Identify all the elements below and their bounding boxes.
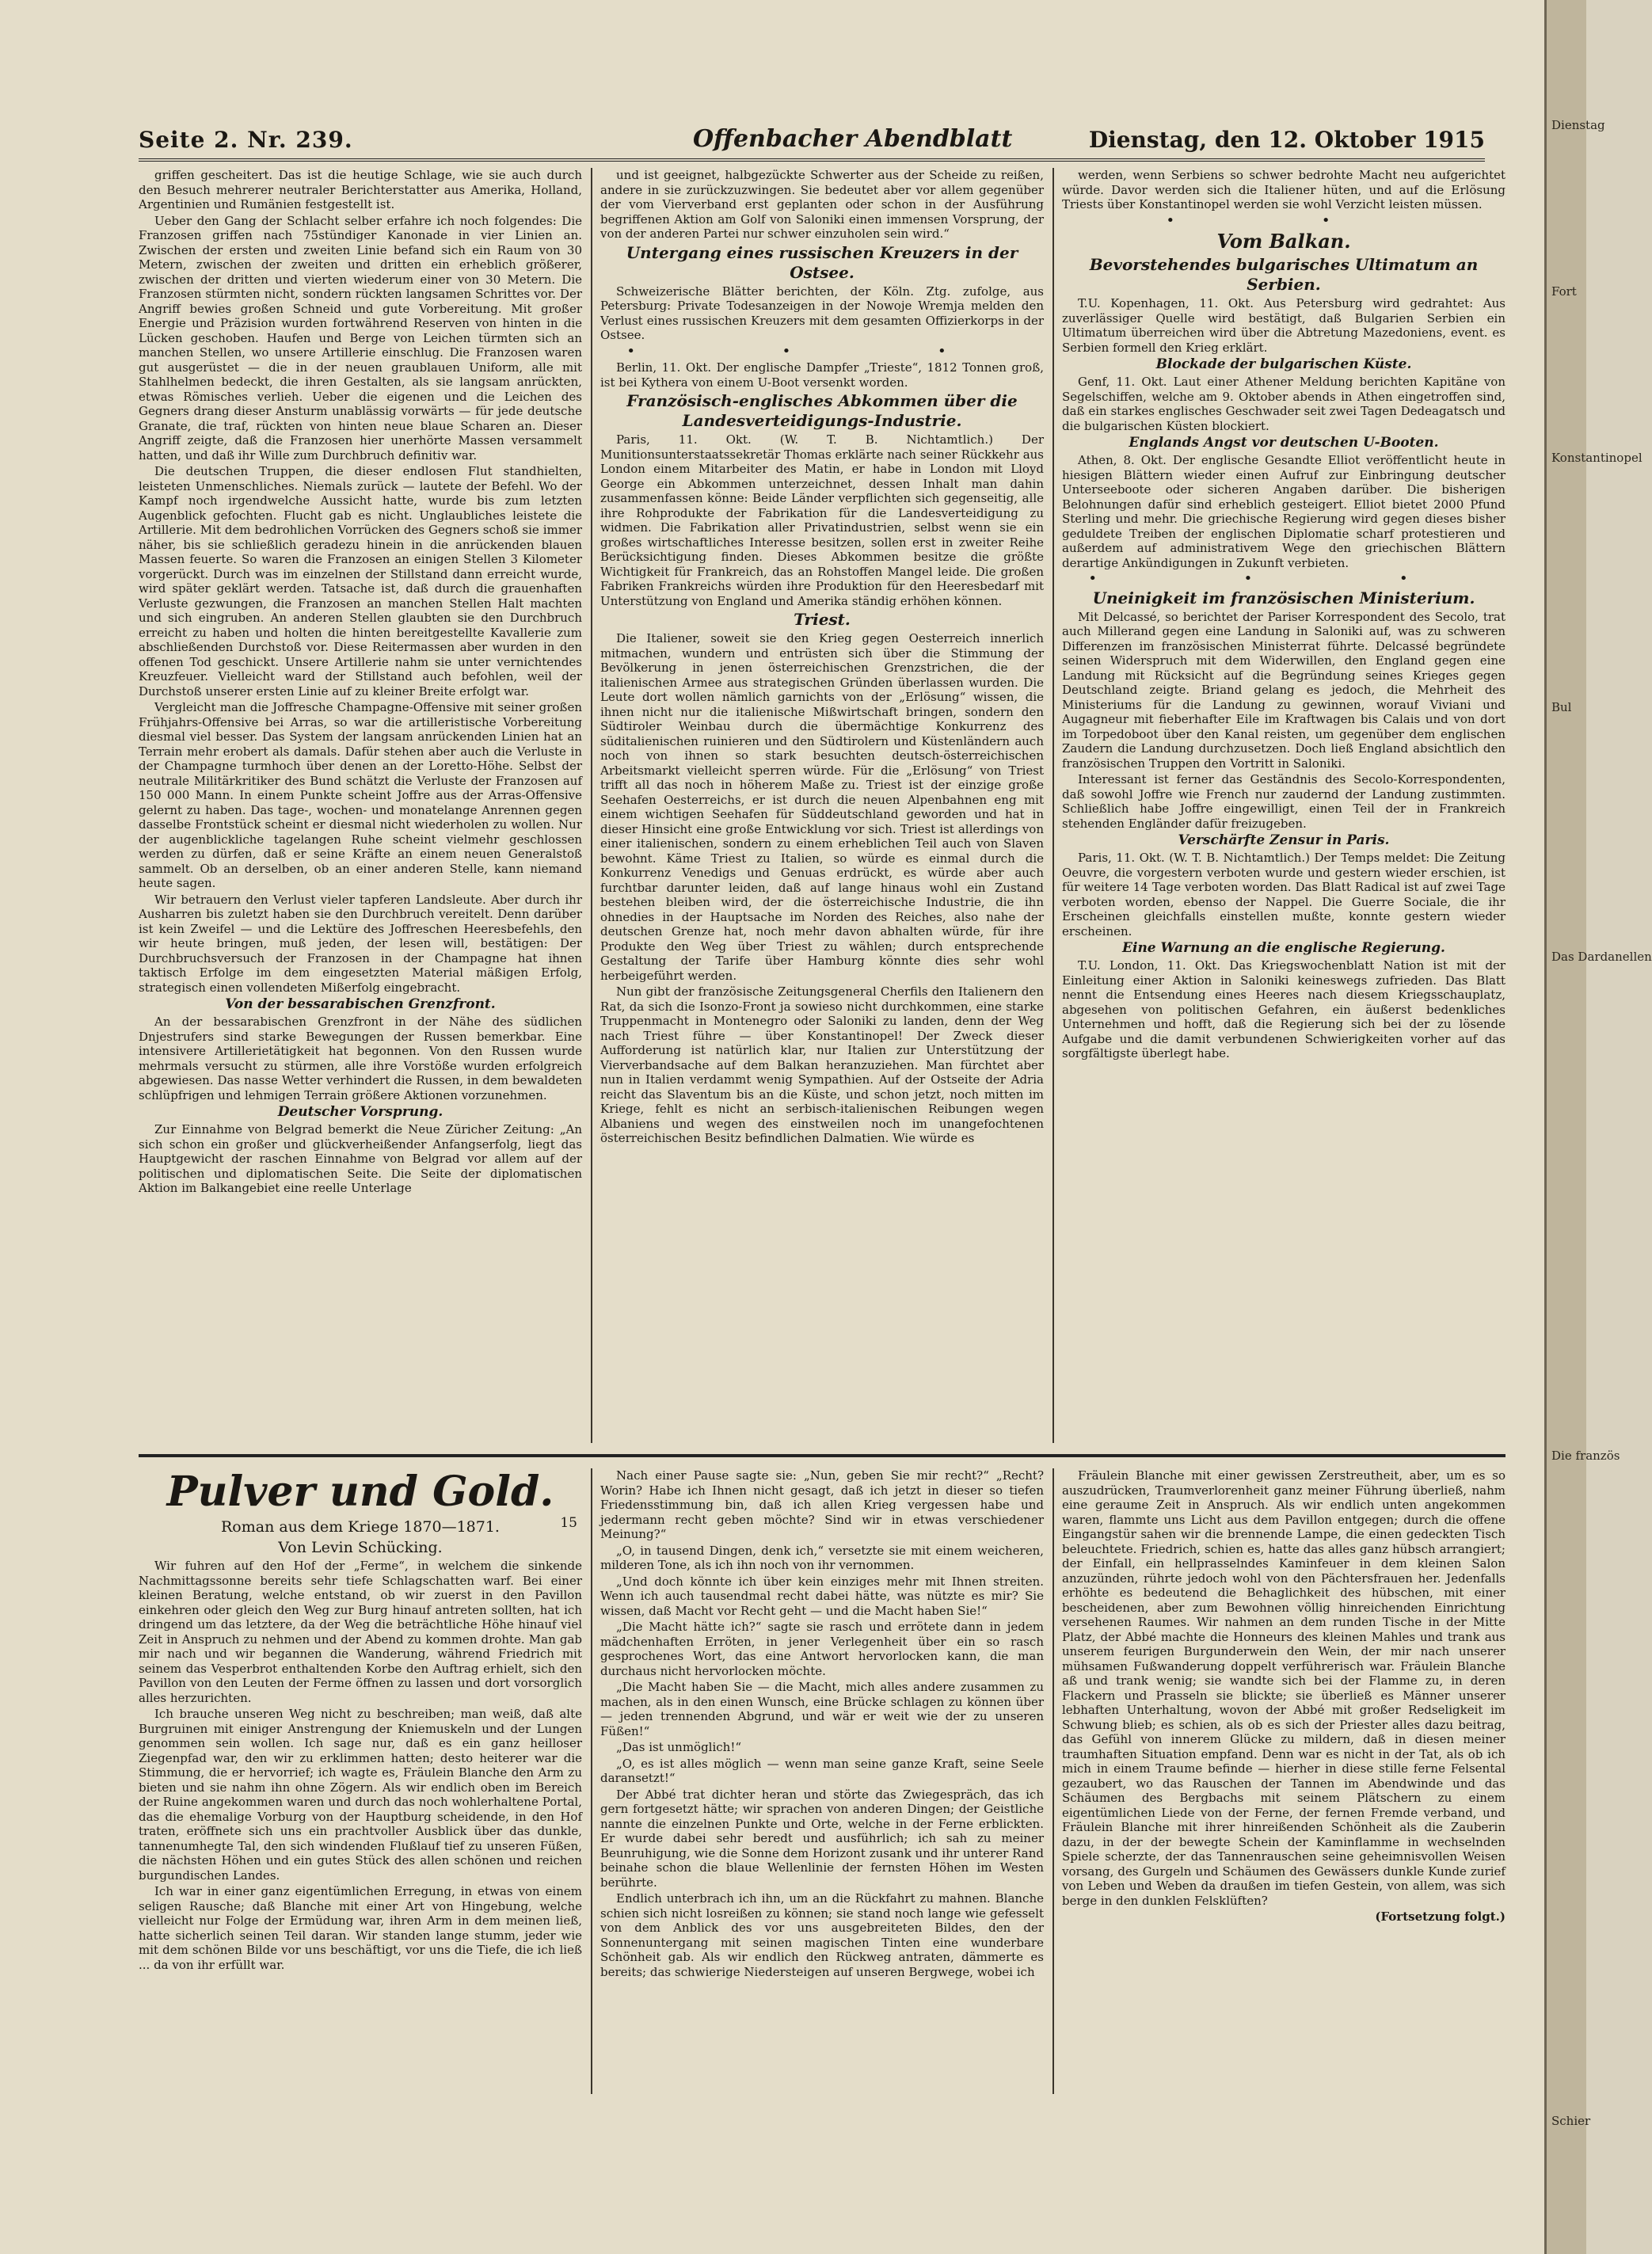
article-headline: Französisch-englisches Abkommen über die Landesverteidigungs-Industrie.	[626, 391, 1018, 430]
article-headline: Von der bessarabischen Grenzfront.	[225, 996, 496, 1012]
separator-dots: • •	[1166, 211, 1402, 229]
article-paragraph: Vergleicht man die Joffresche Champagne-Offensive mit seiner großen Frühjahrs-Offensive bei Arras, so war die artilleristische Vorbereitung diesmal viel besser. Das System der langsam anrückenden Linien hat an Terrain mehr erobert als damals. Dafür stehen aber auch die Verluste in der Champagne turmhoch über denen an der Loretto-Höhe. Selbst der neutrale Militärkritiker des Bund schätzt die Verluste der Franzosen auf 150 000 Mann. In einem Punkte scheint Joffre aus der Arras-Offensive gelernt zu haben. Das tage-, wochen- und monatelange Anrennen gegen dasselbe Frontstück scheint er diesmal nicht wiederholen zu wollen. Nur der augenblickliche tagelangen Ruhe scheint vielmehr geschlossen werden zu dürfen, daß er seine Kräfte an einem neuen Generalstoß sammelt. Ob an derselben, ob an einer anderen Stelle, kann niemand heute sagen.	[139, 700, 582, 890]
novel-paragraph: Der Abbé trat dichter heran und störte das Zwiegespräch, das ich gern fortgesetzt hätte; wir sprachen von anderen Dingen; der Geistliche nannte die einzelnen Punkte und Orte, welche in der Ferne erblickten. Er wurde dabei sehr beredt und ausführlich; ich sah zu meiner Beunruhigung, wie die Sonne dem Horizont zusank und ihr unterer Rand beinahe schon die blaue Wellenlinie der fernsten Höhen im Westen berührte.	[600, 1787, 1044, 1890]
feuilleton-column-1	[139, 1468, 582, 2094]
article-paragraph: T.U. Kopenhagen, 11. Okt. Aus Petersburg wird gedrahtet: Aus zuverlässiger Quelle wird bestätigt, daß Bulgarien Serbien ein Ultimatum überreichen wird über die Abtretung Mazedoniens, event. es Serbien formell den Krieg erklärt.	[1062, 296, 1505, 355]
edge-text-fragment: Bul	[1551, 700, 1572, 714]
novel-paragraph: „O, in tausend Dingen, denk ich,“ versetzte sie mit einem weicheren, milderen Tone, als ich ihn noch von ihr vernommen.	[600, 1543, 1044, 1572]
masthead	[139, 120, 1485, 162]
article-paragraph: Nun gibt der französische Zeitungsgeneral Cherfils den Italienern den Rat, da sich die Isonzo-Front ja sowieso nicht durchkommen, eine starke Truppenmacht in Montenegro oder Saloniki zu landen, denn der Weg nach Triest führe — über Konstantinopel! Der Zweck dieser Aufforderung ist natürlich klar, nur Italien zur Unterstützung der Vierverbandsache auf dem Balkan heranzuziehen. Man fürchtet aber nun in Italien verdammt wenig Sympathien. Auf der Ostseite der Adria reicht das Slaventum bis an die Küste, und schon jetzt, noch mitten im Kriege, fehlt es nicht an serbisch-italienischen Reibungen wegen Albaniens und wegen des einstweilen noch im unangefochtenen österreichischen Besitz befindlichen Dalmatien. Wie würde es	[600, 984, 1044, 1145]
continuation-note: (Fortsetzung folgt.)	[1375, 1909, 1505, 1924]
article-paragraph: Paris, 11. Okt. (W. T. B. Nichtamtlich.) Der Munitionsunterstaatssekretär Thomas erklärte nach seiner Rückkehr aus London einem Mitarbeiter des Matin, er habe in London mit Lloyd George ein Abkommen unterzeichnet, dessen Inhalt man dahin zusammenfassen könne: Beide Länder verpflichten sich gegenseitig, alle ihre Rohprodukte der Fabrikation für die Landesverteidigung zu widmen. Die Fabrikation aller Privatindustrien, selbst wenn sie ein großes wirtschaftliches Interesse besitzen, sollen erst in zweiter Reihe Berücksichtigung finden. Dieses Abkommen besitze die größte Wichtigkeit für Frankreich, das an Rohstoffen Mangel leide. Die großen Fabriken Frankreichs würden ihre Produktion für den Heeresbedarf mit Unterstützung von England und Amerika ständig erhöhen können.	[600, 432, 1044, 608]
separator-dots: • • •	[626, 342, 1018, 360]
novel-paragraph: „Die Macht hätte ich?“ sagte sie rasch und errötete dann in jedem mädchenhaften Erröten, in jener Verlegenheit über ein so rasch gesprochenes Wort, das eine Antwort hervorlocken kann, die man durchaus nicht hervorlocken möchte.	[600, 1620, 1044, 1678]
article-headline: Triest.	[794, 610, 851, 629]
novel-paragraph: Ich war in einer ganz eigentümlichen Erregung, in etwas von einem seligen Rausche; daß Blanche mit einer Art von Hingebung, welche vielleicht nur Folge der Ermüdung war, ihren Arm in dem meinen ließ, hatte sicherlich seinen Teil daran. Wir standen lange stumm, jeder wie mit dem schönen Bilde vor uns beschäftigt, vor uns die Tiefe, die ich ließ ... da von ihr erfüllt war.	[139, 1884, 582, 1972]
novel-paragraph: Endlich unterbrach ich ihn, um an die Rückfahrt zu mahnen. Blanche schien sich nicht losreißen zu können; sie stand noch lange wie gefesselt von dem Anblick des vor uns ausgebreiteten Bildes, den der Sonnenuntergang mit seinen magischen Tinten eine wunderbare Schönheit gab. Als wir endlich den Rückweg antraten, dämmerte es bereits; das schwierige Niedersteigen auf unseren Bergwege, wobei ich	[600, 1891, 1044, 1979]
article-paragraph: Berlin, 11. Okt. Der englische Dampfer „Trieste“, 1812 Tonnen groß, ist bei Kythera von einem U-Boot versenkt worden.	[600, 360, 1044, 390]
newspaper-title: Offenbacher Abendblatt	[693, 125, 1013, 153]
article-paragraph: griffen gescheitert. Das ist die heutige Schlage, wie sie auch durch den Besuch mehrerer neutraler Berichterstatter aus Amerika, Holland, Argentinien und Rumänien festgestellt ist.	[139, 168, 582, 211]
novel-paragraph: „Und doch könnte ich über kein einziges mehr mit Ihnen streiten. Wenn ich auch tausendmal recht dabei hätte, was nützte es mir? Sie wissen, daß Macht vor Recht geht — und die Macht haben Sie!“	[600, 1574, 1044, 1618]
article-paragraph: Wir betrauern den Verlust vieler tapferen Landsleute. Aber durch ihr Ausharren bis zuletzt haben sie den Durchbruch vereitelt. Denn darüber ist kein Zweifel — und die Lektüre des Joffreschen Heeresbefehls, den wir heute bringen, muß jeden, der lesen will, bestätigen: Der Durchbruchsversuch der Franzosen in der Champagne hat ihnen taktisch Erfolge im dem eingesetzten Material mäßigen Erfolg, strategisch einen vollendeten Mißerfolg eingebracht.	[139, 892, 582, 995]
column-divider	[1052, 1468, 1054, 2094]
article-headline: Untergang eines russischen Kreuzers in der Ostsee.	[626, 242, 1018, 282]
article-headline: Verschärfte Zensur in Paris.	[1178, 832, 1390, 848]
novel-paragraph: Nach einer Pause sagte sie: „Nun, geben Sie mir recht?“ „Recht? Worin? Habe ich Ihnen nicht gesagt, daß ich jetzt in dieser so tiefen Friedensstimmung bin, daß ich allen Krieg vergessen habe und jedermann recht geben möchte? Sind wir in etwas verschiedener Meinung?“	[600, 1468, 1044, 1541]
article-paragraph: Die deutschen Truppen, die dieser endlosen Flut standhielten, leisteten Unmenschliches. Niemals zurück — lautete der Befehl. Wo der Kampf noch irgendwelche Aussicht hatte, wurde bis zum letzten Augenblick gefochten. Flucht gab es nicht. Unglaubliches leistete die Artillerie. Mit dem bedrohlichen Vorrücken des Gegners schoß sie immer näher, bis sie schließlich geradezu hinein in die anrückenden blauen Massen feuerte. So waren die Franzosen an einigen Stellen 3 Kilometer vorgerückt. Durch was im einzelnen der Stillstand dann erreicht wurde, wird später geklärt werden. Tatsache ist, daß durch die grauenhaften Verluste gezwungen, die Franzosen an manchen Stellen Halt machten und sich eingruben. An anderen Stellen glaubten sie den Durchbruch erreicht zu haben und holten die hinten bereitgestellte Kavallerie zum abschließenden Durchstoß vor. Diese Reitermassen aber wurden in den offenen Tod geschickt. Unsere Artillerie nahm sie unter vernichtendes Kreuzfeuer. Vielleicht ward der Stillstand auch befohlen, weil der Durchstoß unserer ersten Linie auf zu kleiner Breite erfolgt war.	[139, 464, 582, 699]
article-paragraph: Athen, 8. Okt. Der englische Gesandte Elliot veröffentlicht heute in hiesigen Blättern wieder einen Aufruf zur Einbringung deutscher Unterseeboote oder sicheren Angaben darüber. Die bisherigen Belohnungen dafür sind erheblich gesteigert. Elliot bietet 2000 Pfund Sterling und mehr. Die griechische Regierung wird gegen dieses bisher geduldete Treiben der englischen Diplomatie scharf protestieren und außerdem auf administrativem Wege den griechischen Blättern derartige Ankündigungen in Zukunft verbieten.	[1062, 453, 1505, 570]
page-number: Seite 2. Nr. 239.	[139, 127, 353, 153]
news-column-2	[600, 168, 1044, 1441]
column-divider	[1052, 168, 1054, 1443]
novel-paragraph: Fräulein Blanche mit einer gewissen Zerstreutheit, aber, um es so auszudrücken, Traumverlorenheit ganz meiner Führung überließ, nahm eine geraume Zeit in Anspruch. Als wir endlich unten angekommen waren, flammte uns Licht aus dem Pavillon entgegen; durch die offene Eingangstür sahen wir die brennende Lampe, die einen gedeckten Tisch beleuchtete. Friedrich, schien es, hatte das alles ganz hübsch arrangiert; der Einfall, ein hellprasselndes Kaminfeuer in dem kleinen Salon anzuzünden, rührte jedoch wohl von den Pächtersfrauen her. Jedenfalls erhöhte es bedeutend die Behaglichkeit des hübschen, mit einer bescheidenen, aber zum Bewohnen völlig hinreichenden Einrichtung versehenen Raumes. Wir nahmen an dem runden Tische in der Mitte Platz, der Abbé machte die Honneurs des kleinen Mahles und trank aus unserem feurigen Burgunderwein den Wein, der mir nach unserer mühsamen Fußwanderung doppelt verführerisch war. Fräulein Blanche aß und trank wenig; sie wandte sich bei der Flamme zu, in deren Flackern und Prasseln sie blickte; sie überließ es Männer unserer lebhaften Unterhaltung, wovon der Abbé mit großer Redseligkeit im Schwung blieb; es schien, als ob es sich der Priester alles dazu beitrag, das Gefühl von innerem Glücke zu mildern, daß in diesen meiner traumhaften Situation empfand. Denn war es nicht in der Tat, als ob ich mich in einem Traume befinde — hierher in diese stille ferne Felsental gezaubert, wo das Rauschen der Tannen im Abendwinde und das Schäumen des Bergbachs mit seinem Plätschern zu einem eigentümlichen Liede von der Ferne, der fernen Fremde verband, und Fräulein Blanche mit ihrer hinreißenden Schönheit als die Zauberin dazu, in der der bewegte Schein der Kaminflamme in wechselnden Spiele scherzte, der das Tannenrauschen seine geheimnisvollen Weisen vorsang, des Gurgeln und Schäumen des Gewässers dunkle Kunde zurief von Leben und Weben da draußen im tiefen Gestein, von allem, was sich berge in den dunklen Felsklüften?	[1062, 1468, 1505, 1908]
article-paragraph: T.U. London, 11. Okt. Das Kriegswochenblatt Nation ist mit der Einleitung einer Aktion in Saloniki keineswegs zufrieden. Das Blatt nennt die Entsendung eines Heeres nach diesem Kriegsschauplatz, abgesehen von politischen Gefahren, ein äußerst bedenkliches Unternehmen und hofft, daß die Regierung sich bei der zu lösende Aufgabe und die damit verbundenen Schwierigkeiten vorher auf das sorgfältigste überlegt habe.	[1062, 958, 1505, 1060]
article-paragraph: Genf, 11. Okt. Laut einer Athener Meldung berichten Kapitäne von Segelschiffen, welche am 9. Oktober abends in Athen eingetroffen sind, daß ein starkes englisches Geschwader seit zwei Tagen Dedeagatsch und die bulgarischen Küsten blockiert.	[1062, 375, 1505, 433]
article-headline: Bevorstehendes bulgarisches Ultimatum an Serbien.	[1089, 255, 1479, 294]
edge-text-fragment: Die französ	[1551, 1449, 1620, 1463]
section-headline: Vom Balkan.	[1216, 230, 1351, 253]
edge-text-fragment: Fort	[1551, 284, 1577, 299]
article-paragraph: Interessant ist ferner das Geständnis des Secolo-Korrespondenten, daß sowohl Joffre wie French nur zaudernd der Landung zustimmten. Schließlich habe Joffre eingewilligt, einen Teil der in Frankreich stehenden Engländer dafür freizugeben.	[1062, 772, 1505, 831]
column-divider	[591, 168, 592, 1443]
article-headline: Englands Angst vor deutschen U-Booten.	[1129, 435, 1439, 451]
article-paragraph: Zur Einnahme von Belgrad bemerkt die Neue Züricher Zeitung: „An sich schon ein großer und glückverheißender Anfangserfolg, liegt das Hauptgewicht der raschen Einnahme von Belgrad vor allem auf der politischen und diplomatischen Seite. Die Seite der diplomatischen Aktion im Balkangebiet eine reelle Unterlage	[139, 1122, 582, 1195]
novel-paragraph: „Das ist unmöglich!“	[616, 1740, 742, 1754]
feuilleton-subtitle: Roman aus dem Kriege 1870—1871.	[221, 1518, 500, 1536]
edge-text-fragment: Dienstag	[1551, 118, 1605, 132]
article-headline: Blockade der bulgarischen Küste.	[1155, 356, 1412, 372]
novel-paragraph: „Die Macht haben Sie — die Macht, mich alles andere zusammen zu machen, als in den einen Wunsch, eine Brücke schlagen zu können über — jeden trennenden Abgrund, und wär er weit wie der zu unseren Füßen!“	[600, 1680, 1044, 1738]
article-paragraph: Schweizerische Blätter berichten, der Köln. Ztg. zufolge, aus Petersburg: Private Todesanzeigen in der Nowoje Wremja melden den Verlust eines russischen Kreuzers mit dem gesamten Offizierkorps in der Ostsee.	[600, 284, 1044, 342]
article-paragraph: Die Italiener, soweit sie den Krieg gegen Oesterreich innerlich mitmachen, wundern und entrüsten sich über die Stimmung der Bevölkerung in jenen österreichischen Grenzstrichen, die der italienischen Armee aus strategischen Gründen überlassen wurden. Die Leute dort wollen nämlich garnichts von der „Erlösung“ wissen, die ihnen nicht nur die italienische Mißwirtschaft bringen, sondern den Südtiroler Weinbau durch die übermächtige Konkurrenz des süditalienischen ruinieren und den Südtirolern und Küstenländern auch noch von ihnen so stark besuchten deutsch-österreichischen Arbeitsmarkt vielleicht sperren würde. Für die „Erlösung“ von Triest trifft all das noch in höherem Maße zu. Triest ist der einzige große Seehafen Oesterreichs, er ist durch die neuen Alpenbahnen eng mit einem wichtigen Seehafen für Süddeutschland geworden und hat in dieser Hinsicht eine große Entwicklung vor sich. Triest ist allerdings von einer italienischen, sondern zu einem erheblichen Teil auch von Slaven bewohnt. Käme Triest zu Italien, so würde es einmal durch die Konkurrenz Venedigs und Genuas erdrückt, es würde aber auch furchtbar darunter leiden, daß auf lange hinaus wohl ein Zustand bestehen bleiben wird, der die österreichische Industrie, die ihn ohnedies in der Hauptsache im Norden des Reiches, also nahe der deutschen Grenze hat, noch mehr davon abhalten würde, für ihre Produkte den Weg über Triest zu wählen; durch entsprechende Gestaltung der Tarife über Hamburg könnte dies sehr wohl herbeigeführt werden.	[600, 631, 1044, 983]
article-paragraph: Ueber den Gang der Schlacht selber erfahre ich noch folgendes: Die Franzosen griffen nach 75stündiger Kanonade in vier Linien an. Zwischen der ersten und zweiten Linie befand sich ein Raum von 30 Metern, zwischen der zweiten und dritten ein erheblich größerer, zwischen der dritten und vierten wiederum einer von 30 Metern. Die Franzosen stürmten nicht, sondern rückten langsamen Schrittes vor. Der Angriff bewies großen Schneid und gute Vorbereitung. Mit großer Energie und Präzision wurden fortwährend Reserven von hinten in die Lücken geschoben. Haufen und Berge von Leichen türmten sich an manchen Stellen, wo unsere Artillerie einschlug. Die Franzosen waren gut ausgerüstet — die in der neuen graublauen Uniform, alle mit Stahlhelmen bedeckt, die ihren Gestalten, als sie langsam anrückten, etwas Römisches verlieh. Ueber die eigenen und die Leichen des Gegners drang dieser Ansturm unablässig vorwärts — für jede deutsche Granate, die traf, rückten von hinten neue blaue Scharen an. Dieser Angriff zeigte, daß die Franzosen hier unerhörte Massen versammelt hatten, und daß ihr Wille zum Durchbruch definitiv war.	[139, 213, 582, 463]
article-paragraph: Paris, 11. Okt. (W. T. B. Nichtamtlich.) Der Temps meldet: Die Zeitung Oeuvre, die vorgestern verboten wurde und gestern wieder erschien, ist für weitere 14 Tage verboten worden. Das Blatt Radical ist auf zwei Tage verboten worden, ebenso der Nappel. Die Guerre Sociale, die ihr Erscheinen gleichfalls einstellen mußte, konnte gestern wieder erscheinen.	[1062, 851, 1505, 939]
feuilleton-divider	[139, 1454, 1505, 1457]
news-column-1	[139, 168, 582, 1441]
article-paragraph: Mit Delcassé, so berichtet der Pariser Korrespondent des Secolo, trat auch Millerand gegen eine Landung in Saloniki auf, was zu schweren Differenzen im französischen Ministerrat führte. Delcassé begründete seinen Widerspruch mit dem Widerwillen, den England gegen eine Landung mit Rücksicht auf die Begründung seines Krieges gegen Deutschland zeigte. Briand gelang es jedoch, die Mehrheit des Ministeriums für die Landung zu gewinnen, worauf Viviani und Augagneur mit fieberhafter Eile im Kraftwagen bis Calais und von dort im Torpedoboot über den Kanal reisten, um gegenüber dem englischen Zaudern die Landung durchzusetzen. Doch ließ England absichtlich den französischen Truppen den Vortritt in Saloniki.	[1062, 609, 1505, 771]
issue-date: Dienstag, den 12. Oktober 1915	[1088, 127, 1485, 153]
feuilleton-author: Von Levin Schücking.	[278, 1539, 443, 1556]
novel-paragraph: Ich brauche unseren Weg nicht zu beschreiben; man weiß, daß alte Burgruinen mit einiger Anstrengung der Kniemuskeln und der Lungen genommen sein wollen. Ich sage nur, daß es ein ganz heilloser Ziegenpfad war, den wir zu erklimmen hatten; desto heiterer war die Stimmung, die er hervorrief; ich wagte es, Fräulein Blanche den Arm zu bieten und sie nahm ihn ohne Zögern. Als wir endlich oben im Bereich der Ruine angekommen waren und durch das noch wohlerhaltene Portal, das die ehemalige Vorburg von der Hauptburg scheidende, in den Hof traten, eröffnete sich uns ein prachtvoller Ausblick über das dunkle, tannenumhegte Tal, den sich windenden Flußlauf tief zu unseren Füßen, die nächsten Höhen und ein gutes Stück des allen schönen und reichen burgundischen Landes.	[139, 1707, 582, 1883]
feuilleton-column-2	[600, 1468, 1044, 2094]
article-headline: Deutscher Vorsprung.	[277, 1104, 443, 1120]
separator-dots: • • •	[1088, 570, 1479, 587]
edge-text-fragment: Konstantinopel	[1551, 451, 1642, 465]
novel-paragraph: „O, es ist alles möglich — wenn man seine ganze Kraft, seine Seele daransetzt!“	[600, 1756, 1044, 1785]
feuilleton-column-3	[1062, 1468, 1505, 2094]
article-paragraph: werden, wenn Serbiens so schwer bedrohte Macht neu aufgerichtet würde. Davor werden sich die Italiener hüten, und auf die Erlösung Triests über Konstantinopel werden sie wohl Verzicht leisten müssen.	[1062, 168, 1505, 211]
article-paragraph: und ist geeignet, halbgezückte Schwerter aus der Scheide zu reißen, andere in sie zurückzuzwingen. Sie bedeutet aber vor allem gegenüber der vom Vierverband erst geplanten oder schon in der Ausführung begriffenen Aktion am Golf von Saloniki einen immensen Vorsprung, der von der anderen Partei nur schwer einzuholen sein wird.“	[600, 168, 1044, 241]
article-headline: Eine Warnung an die englische Regierung.	[1122, 940, 1445, 956]
article-headline: Uneinigkeit im französischen Ministerium.	[1092, 588, 1475, 607]
novel-paragraph: Wir fuhren auf den Hof der „Ferme“, in welchem die sinkende Nachmittagssonne bereits sehr tiefe Schlagschatten warf. Bei einer kleinen Beratung, welche entstand, ob wir zuerst in den Pavillon einkehren oder gleich den Weg zur Burg hinauf antreten sollten, hat ich dringend um das letztere, da der Weg die beträchtliche Höhe hinauf viel Zeit in Anspruch zu nehmen und der Abend zu kommen drohte. Man gab mir nach und wir begannen die Wanderung, während Friedrich mit seinem das Vesperbrot enthaltenden Korbe den Auftrag erhielt, sich den Pavillon von den Leuten der Ferme öffnen zu lassen und dort vorsorglich alles herzurichten.	[139, 1559, 582, 1705]
adjacent-page-edge	[1544, 0, 1652, 2254]
article-paragraph: An der bessarabischen Grenzfront in der Nähe des südlichen Dnjestrufers sind starke Bewegungen der Russen bemerkbar. Eine intensivere Artillerietätigkeit hat begonnen. Von den Russen wurde mehrmals versucht zu stürmen, alle ihre Vorstöße wurden erfolgreich abgewiesen. Das nasse Wetter verhindert die Russen, in dem bewaldeten schlüpfrigen und lehmigen Terrain größere Aktionen vorzunehmen.	[139, 1015, 582, 1102]
edge-text-fragment: Schier	[1551, 2114, 1591, 2128]
news-column-3	[1062, 168, 1505, 1441]
installment-number: 15	[560, 1515, 577, 1531]
feuilleton-title: Pulver und Gold.	[166, 1468, 554, 1516]
column-divider	[591, 1468, 592, 2094]
edge-text-fragment: Das Dardanellen	[1551, 950, 1652, 964]
